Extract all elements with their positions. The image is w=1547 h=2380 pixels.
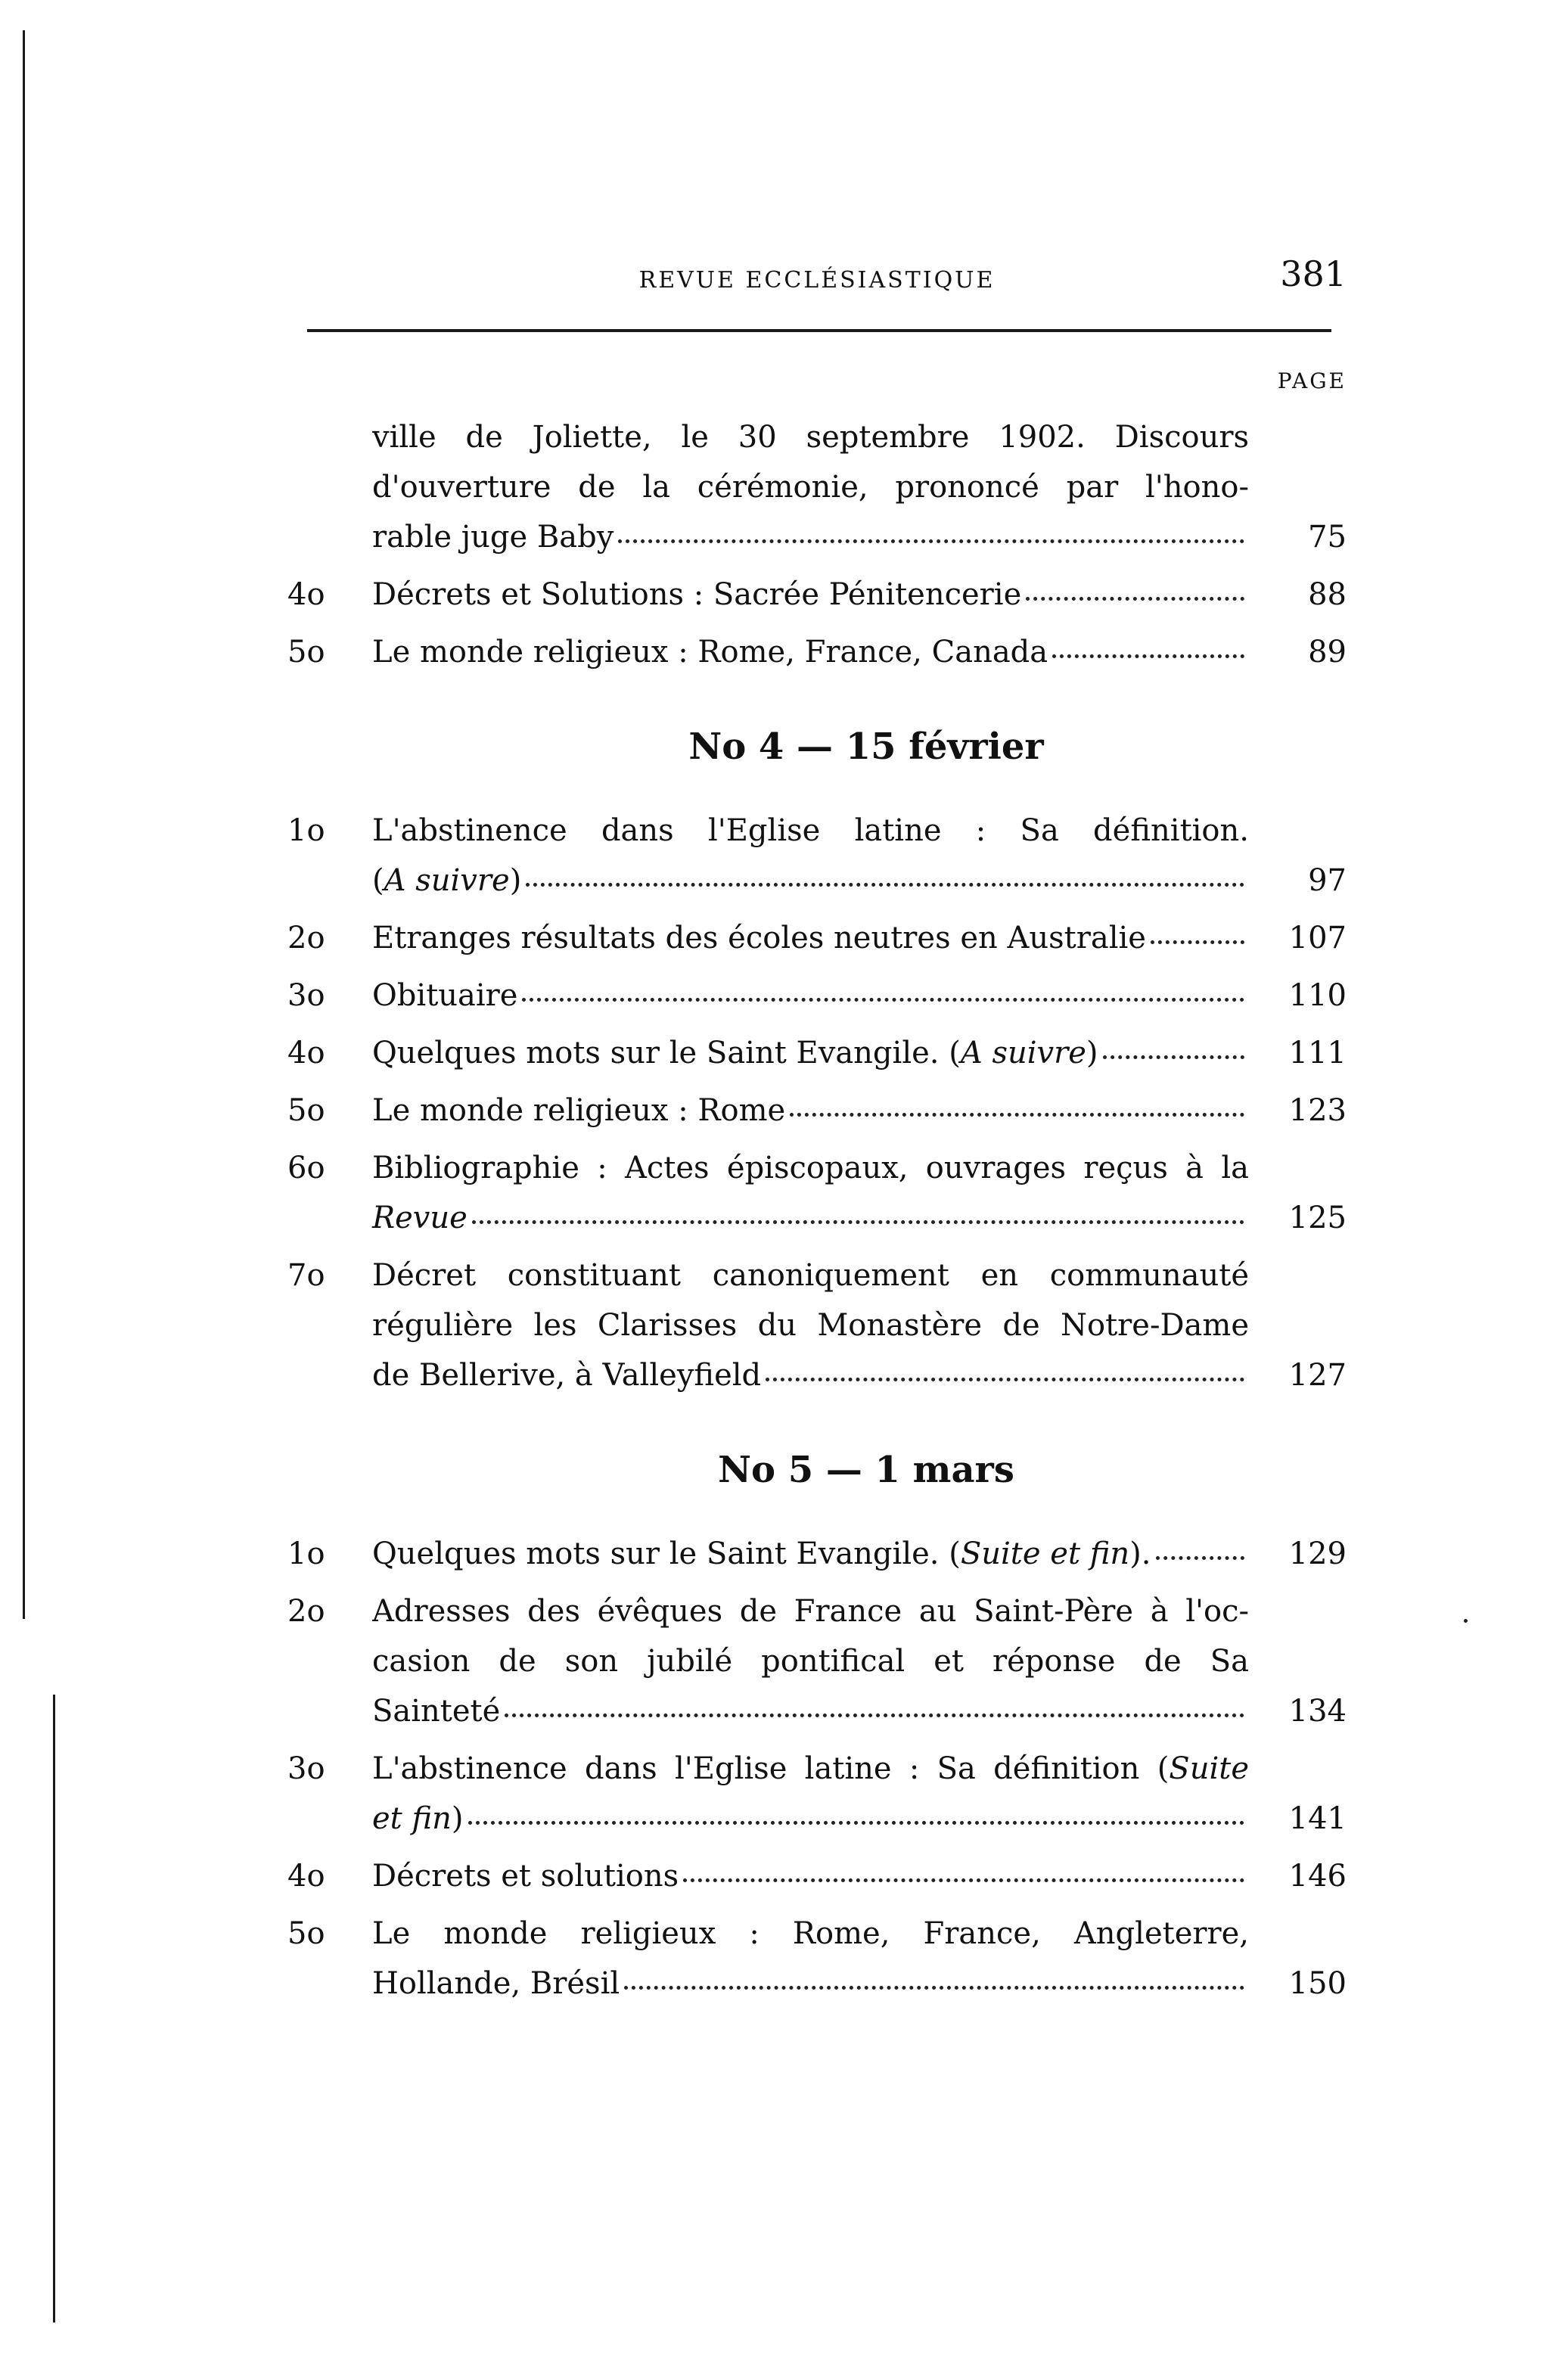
dot-leader <box>766 1350 1244 1381</box>
entry-line: et fin) <box>372 1794 1249 1844</box>
entry-number: 7o <box>287 1258 325 1293</box>
entry-line: casion de son jubilé pontifical et réponse de Sa <box>372 1644 1249 1679</box>
running-header <box>287 253 1347 314</box>
entry-line: de Bellerive, à Valleyfield <box>372 1350 1249 1400</box>
toc-entry <box>287 412 1347 562</box>
toc-entry <box>287 1851 1347 1901</box>
entry-page: 123 <box>1288 1093 1347 1128</box>
entry-number: 1o <box>287 813 325 848</box>
page-column-label: PAGE <box>1277 368 1347 393</box>
entry-page: 125 <box>1288 1201 1347 1235</box>
dot-leader <box>1026 570 1244 601</box>
entry-line: Décrets et solutions <box>372 1851 1249 1901</box>
entry-line: L'abstinence dans l'Eglise latine : Sa définition. <box>372 813 1249 848</box>
entry-line: Le monde religieux : Rome, France, Angleterre, <box>372 1916 1249 1951</box>
entry-text <box>372 1586 1275 1736</box>
entry-text <box>372 1251 1275 1400</box>
toc-entry <box>287 1086 1347 1136</box>
entry-number: 2o <box>287 921 325 955</box>
toc-entry <box>287 1251 1347 1400</box>
entry-page: 127 <box>1288 1358 1347 1393</box>
entry-number: 5o <box>287 1916 325 1951</box>
entry-text <box>372 1851 1275 1901</box>
entry-page: 111 <box>1288 1036 1347 1070</box>
entry-page: 110 <box>1288 978 1347 1013</box>
toc-entry <box>287 1744 1347 1844</box>
header-rule <box>307 329 1331 332</box>
toc-entry <box>287 913 1347 963</box>
dot-leader <box>1151 913 1244 944</box>
entry-number <box>287 412 372 562</box>
toc-entry <box>287 1586 1347 1736</box>
entry-line: Sainteté <box>372 1686 1249 1736</box>
entry-number: 5o <box>287 1093 325 1128</box>
toc-entry <box>287 570 1347 620</box>
toc-entry <box>287 627 1347 677</box>
entry-line: Hollande, Brésil <box>372 1959 1249 2009</box>
entry-page: 134 <box>1288 1694 1347 1729</box>
entry-line: Quelques mots sur le Saint Evangile. (Suite et fin). <box>372 1529 1249 1579</box>
section-title-no5: No 5 — 1 mars <box>718 1449 1014 1491</box>
entry-line: Le monde religieux : Rome, France, Canada <box>372 627 1249 677</box>
toc-entry <box>287 971 1347 1021</box>
entry-line: (A suivre) <box>372 856 1249 906</box>
entry-text <box>372 1744 1275 1844</box>
entry-line: Etranges résultats des écoles neutres en Australie <box>372 913 1249 963</box>
entry-text <box>372 1143 1275 1243</box>
toc-entry <box>287 1143 1347 1243</box>
entry-text <box>372 1086 1275 1136</box>
dot-leader <box>624 1959 1244 1990</box>
section-no4-entries <box>287 806 1347 1400</box>
dot-leader <box>472 1193 1244 1224</box>
entry-text <box>372 806 1275 906</box>
entry-number: 5o <box>287 635 325 670</box>
dot-leader <box>618 512 1244 543</box>
journal-title: REVUE ECCLÉSIASTIQUE <box>638 267 996 294</box>
entry-number: 3o <box>287 1751 325 1786</box>
entry-number: 3o <box>287 978 325 1013</box>
page-edge-mark <box>53 1695 55 2323</box>
entry-number: 1o <box>287 1536 325 1571</box>
dot-leader <box>522 971 1244 1002</box>
section-no5-entries <box>287 1529 1347 2009</box>
page <box>287 253 1347 2001</box>
entry-number: 2o <box>287 1594 325 1629</box>
entry-number: 6o <box>287 1151 325 1185</box>
dot-leader <box>526 856 1244 887</box>
dot-leader <box>468 1794 1244 1825</box>
entry-page: 97 <box>1308 863 1347 898</box>
entry-line: Décret constituant canoniquement en communauté <box>372 1258 1249 1293</box>
entry-text <box>372 913 1275 963</box>
page-number: 381 <box>1280 253 1347 294</box>
entry-line: Décrets et Solutions : Sacrée Pénitencerie <box>372 570 1249 620</box>
entry-line: L'abstinence dans l'Eglise latine : Sa définition (Suite <box>372 1751 1249 1786</box>
toc-entry <box>287 1028 1347 1078</box>
dot-leader <box>1103 1028 1244 1059</box>
entry-number: 4o <box>287 1036 325 1070</box>
entry-line: Le monde religieux : Rome <box>372 1086 1249 1136</box>
dot-leader <box>505 1686 1244 1717</box>
dot-leader <box>683 1851 1244 1882</box>
entry-page: 150 <box>1288 1966 1347 2001</box>
entry-text <box>372 1028 1275 1078</box>
entry-page: 89 <box>1308 635 1347 670</box>
section-title-no4: No 4 — 15 février <box>688 725 1044 768</box>
entry-line: rable juge Baby <box>372 512 1249 562</box>
entry-number: 4o <box>287 577 325 612</box>
entry-line: d'ouverture de la cérémonie, prononcé par l'hono- <box>372 470 1249 505</box>
toc-entry <box>287 806 1347 906</box>
toc-entry <box>287 1909 1347 2009</box>
entry-text <box>372 412 1275 562</box>
entry-text <box>372 971 1275 1021</box>
table-of-contents <box>287 412 1347 2016</box>
toc-entry <box>287 1529 1347 1579</box>
entry-line: Bibliographie : Actes épiscopaux, ouvrages reçus à la <box>372 1151 1249 1185</box>
entry-line: Quelques mots sur le Saint Evangile. (A suivre) <box>372 1028 1249 1078</box>
entry-line: ville de Joliette, le 30 septembre 1902. Discours <box>372 420 1249 455</box>
entry-text <box>372 1529 1275 1579</box>
entry-page: 75 <box>1308 520 1347 555</box>
speck-mark <box>1464 1619 1468 1623</box>
dot-leader <box>1052 627 1244 658</box>
entry-page: 141 <box>1288 1801 1347 1836</box>
entry-text <box>372 1909 1275 2009</box>
dot-leader <box>1156 1529 1245 1560</box>
entry-page: 88 <box>1308 577 1347 612</box>
entry-line: régulière les Clarisses du Monastère de Notre-Dame <box>372 1308 1249 1343</box>
entry-page: 146 <box>1288 1859 1347 1894</box>
entry-line: Adresses des évêques de France au Saint-Père à l'oc- <box>372 1594 1249 1629</box>
entry-page: 129 <box>1288 1536 1347 1571</box>
entry-page: 107 <box>1288 921 1347 955</box>
entry-number: 4o <box>287 1859 325 1894</box>
entry-line: Revue <box>372 1193 1249 1243</box>
dot-leader <box>790 1086 1244 1117</box>
page-edge-mark <box>23 30 25 1619</box>
entry-line: Obituaire <box>372 971 1249 1021</box>
